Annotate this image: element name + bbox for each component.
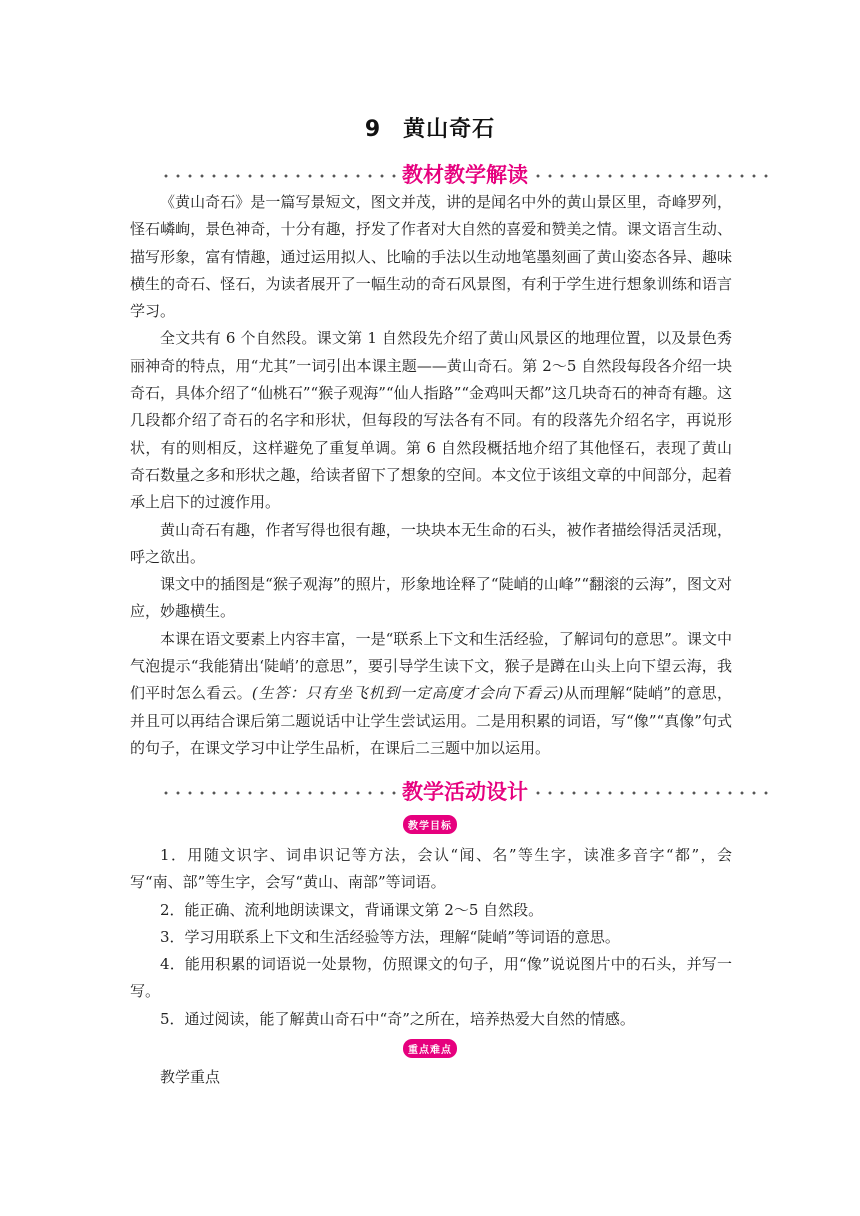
goal-item: 3．学习用联系上下文和生活经验等方法，理解“陡峭”等词语的意思。 (160, 927, 620, 946)
lesson-title-text: 黄山奇石 (403, 117, 496, 142)
lesson-number: 9 (364, 117, 382, 142)
goal-item: 2．能正确、流利地朗读课文，背诵课文第 2～5 自然段。 (160, 900, 544, 919)
section-banner-design (160, 777, 770, 805)
paragraph: 全文共有 6 个自然段。课文第 1 自然段先介绍了黄山风景区的地理位置，以及景色秀丽神奇的特点，用“尤其”一词引出本课主题——黄山奇石。第 2～5 自然段每段各介绍一块奇石，具体介绍了“仙桃石”“猴子观海”“仙人指路”“金鸡叫天都”这几块奇石的神奇有趣。这几段都介绍了奇石的名字和形状，但每段的写法各有不同。有的段落先介绍名字，再说形状，有的则相反，这样避免了重复单调。第 6 自然段概括地介绍了其他怪石，表现了黄山奇石数量之多和形状之趣，给读者留下了想象的空间。本文位于该组文章的中间部分，起着承上启下的过渡作用。 (130, 329, 732, 512)
section-banner-interpretation (160, 160, 770, 188)
paragraph-text: 从而理解“陡峭”的意思，并且可以再结合课后第二题说话中让学生尝试运用。二是用积累的词语，写“像”“真像”句式的句子，在课文学习中让学生品析，在课后二三题中加以运用。 (130, 684, 732, 757)
key-points-badge (0, 1038, 860, 1058)
key-points-badge-label: 重点难点 (403, 1039, 457, 1058)
paragraph: 课文中的插图是“猴子观海”的照片，形象地诠释了“陡峭的山峰”“翻滚的云海”，图文对应，妙趣横生。 (130, 575, 732, 621)
goal-item: 4．能用积累的词语说一处景物，仿照课文的句子，用“像”说说图片中的石头，并写一写。 (130, 955, 732, 1001)
dotted-divider (532, 174, 770, 178)
dotted-divider (160, 791, 398, 795)
goals-badge-label: 教学目标 (403, 815, 457, 834)
goals-list (130, 842, 732, 1033)
key-points-label: 教学重点 (160, 1068, 221, 1086)
dotted-divider (532, 791, 770, 795)
paragraph (130, 626, 732, 762)
paragraph-text: 本课在语文要素上内容丰富，一是“联系上下文和生活经验，了解词句的意思”。课文中气泡提示“我能猜出‘陡峭’的意思”，要引导学生读下文，猴子是蹲在山头上向下望云海，我们平时怎么看云。 (130, 629, 732, 703)
dotted-divider (160, 174, 398, 178)
section-heading-design: 教学活动设计 (402, 780, 528, 804)
section-heading-interpretation: 教材教学解读 (402, 163, 528, 187)
student-answer-note: (生答：只有坐飞机到一定高度才会向下看云) (251, 684, 564, 703)
goal-item: 1．用随文识字、词串识记等方法，会认“闻、名”等生字，读准多音字“都”，会写“南、部”等生字，会写“黄山、南部”等词语。 (130, 846, 732, 892)
goals-badge (0, 814, 860, 834)
interpretation-body (130, 189, 732, 762)
paragraph: 黄山奇石有趣，作者写得也很有趣，一块块本无生命的石头，被作者描绘得活灵活现，呼之欲出。 (130, 520, 732, 566)
goal-item: 5．通过阅读，能了解黄山奇石中“奇”之所在，培养热爱大自然的情感。 (160, 1009, 635, 1028)
lesson-title (0, 112, 860, 143)
paragraph: 《黄山奇石》是一篇写景短文，图文并茂，讲的是闻名中外的黄山景区里，奇峰罗列，怪石嶙峋，景色神奇，十分有趣，抒发了作者对大自然的喜爱和赞美之情。课文语言生动、描写形象，富有情趣，通过运用拟人、比喻的手法以生动地笔墨刻画了黄山姿态各异、趣味横生的奇石、怪石，为读者展开了一幅生动的奇石风景图，有利于学生进行想象训练和语言学习。 (130, 193, 732, 321)
